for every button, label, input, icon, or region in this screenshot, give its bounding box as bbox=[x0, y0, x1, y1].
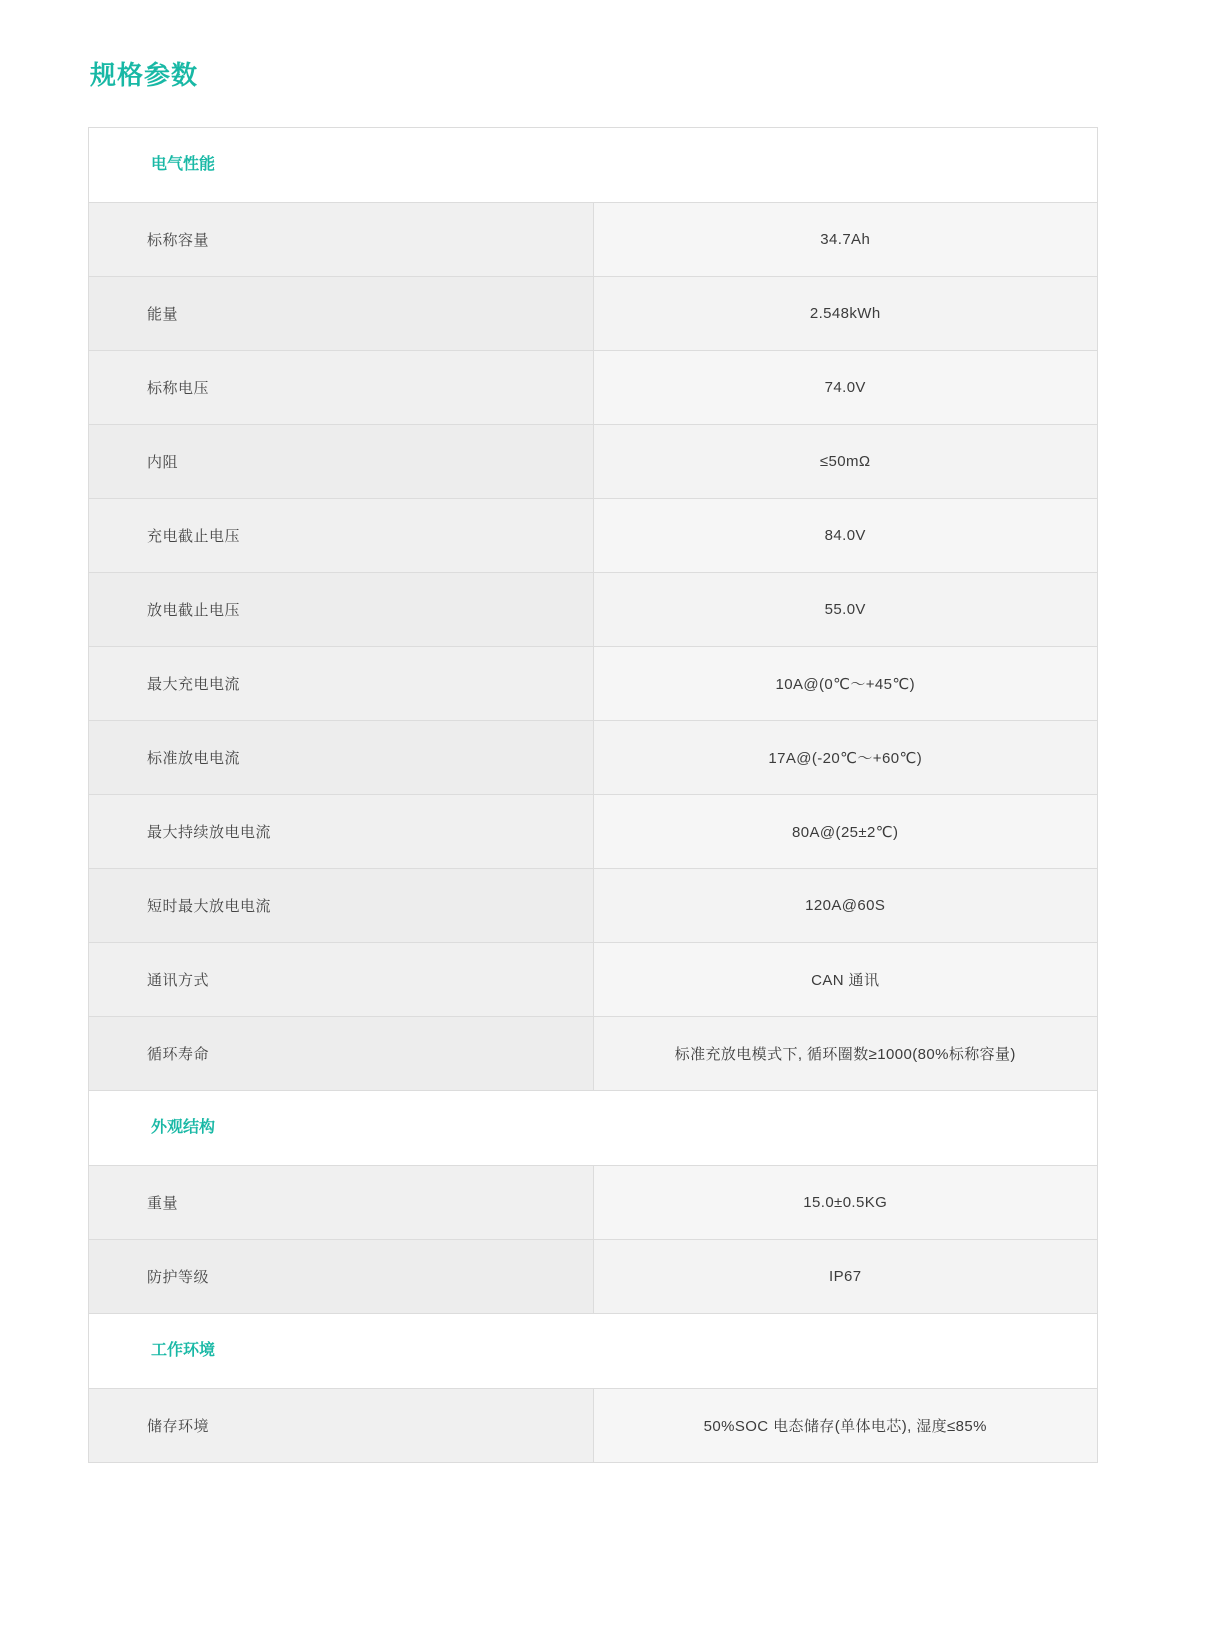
spec-label: 内阻 bbox=[89, 425, 594, 499]
spec-label: 储存环境 bbox=[89, 1389, 594, 1463]
spec-value: ≤50mΩ bbox=[593, 425, 1098, 499]
spec-label: 能量 bbox=[89, 277, 594, 351]
spec-label: 最大持续放电电流 bbox=[89, 795, 594, 869]
spec-value: 15.0±0.5KG bbox=[593, 1166, 1098, 1240]
spec-label: 短时最大放电电流 bbox=[89, 869, 594, 943]
spec-value: IP67 bbox=[593, 1240, 1098, 1314]
spec-value: 标准充放电模式下, 循环圈数≥1000(80%标称容量) bbox=[593, 1017, 1098, 1091]
spec-label: 标称容量 bbox=[89, 203, 594, 277]
section-header-row bbox=[89, 128, 1098, 203]
spec-label: 防护等级 bbox=[89, 1240, 594, 1314]
page-title: 规格参数 bbox=[90, 60, 199, 90]
section-header-row bbox=[89, 1091, 1098, 1166]
table-row bbox=[89, 203, 1098, 277]
table-row bbox=[89, 351, 1098, 425]
spec-value: 17A@(-20℃～+60℃) bbox=[593, 721, 1098, 795]
table-row bbox=[89, 277, 1098, 351]
spec-value: CAN 通讯 bbox=[593, 943, 1098, 1017]
table-row bbox=[89, 943, 1098, 1017]
section-header-cell bbox=[89, 128, 1098, 203]
table-row bbox=[89, 869, 1098, 943]
spec-label: 循环寿命 bbox=[89, 1017, 594, 1091]
spec-value: 74.0V bbox=[593, 351, 1098, 425]
table-row bbox=[89, 721, 1098, 795]
table-row bbox=[89, 499, 1098, 573]
spec-value: 84.0V bbox=[593, 499, 1098, 573]
spec-label: 标准放电电流 bbox=[89, 721, 594, 795]
table-row bbox=[89, 1240, 1098, 1314]
table-row bbox=[89, 573, 1098, 647]
table-row bbox=[89, 1389, 1098, 1463]
specifications-table bbox=[88, 127, 1098, 1463]
table-row bbox=[89, 647, 1098, 721]
section-header-row bbox=[89, 1314, 1098, 1389]
table-row bbox=[89, 1166, 1098, 1240]
spec-label: 最大充电电流 bbox=[89, 647, 594, 721]
spec-value: 10A@(0℃～+45℃) bbox=[593, 647, 1098, 721]
section-title: 外观结构 bbox=[151, 1118, 216, 1136]
spec-value: 50%SOC 电态储存(单体电芯), 湿度≤85% bbox=[593, 1389, 1098, 1463]
spec-label: 充电截止电压 bbox=[89, 499, 594, 573]
section-header-cell bbox=[89, 1314, 1098, 1389]
section-header-cell bbox=[89, 1091, 1098, 1166]
spec-value: 55.0V bbox=[593, 573, 1098, 647]
spec-table-body bbox=[89, 128, 1098, 1463]
spec-label: 放电截止电压 bbox=[89, 573, 594, 647]
table-row bbox=[89, 795, 1098, 869]
spec-value: 120A@60S bbox=[593, 869, 1098, 943]
section-title: 工作环境 bbox=[151, 1341, 216, 1359]
section-title: 电气性能 bbox=[151, 155, 216, 173]
table-row bbox=[89, 1017, 1098, 1091]
spec-value: 34.7Ah bbox=[593, 203, 1098, 277]
spec-label: 标称电压 bbox=[89, 351, 594, 425]
table-row bbox=[89, 425, 1098, 499]
spec-value: 2.548kWh bbox=[593, 277, 1098, 351]
spec-label: 通讯方式 bbox=[89, 943, 594, 1017]
spec-value: 80A@(25±2℃) bbox=[593, 795, 1098, 869]
spec-label: 重量 bbox=[89, 1166, 594, 1240]
